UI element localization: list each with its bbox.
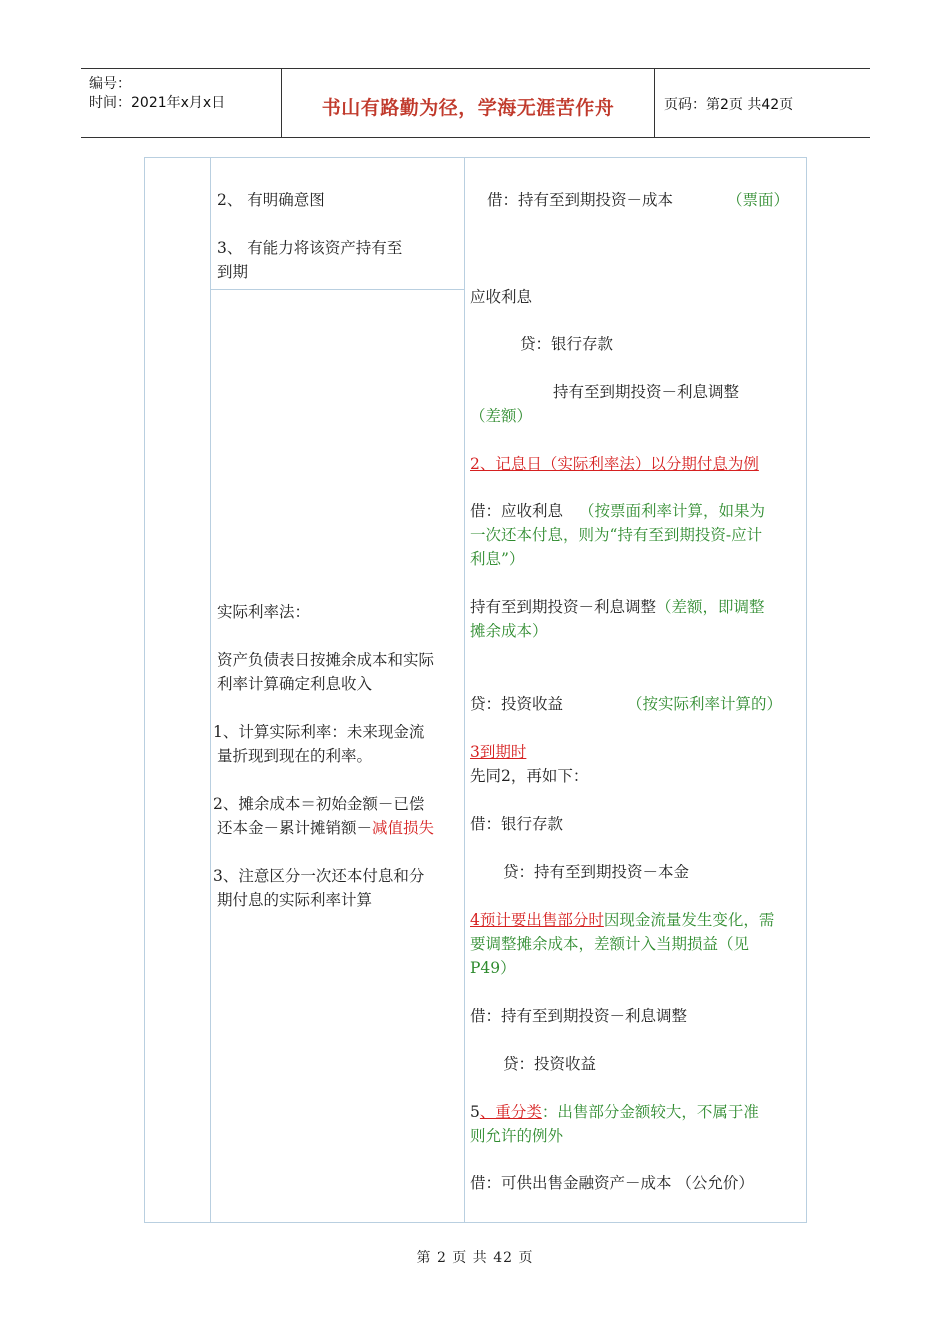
row-divider (210, 289, 464, 290)
entry-debit-interest (470, 499, 765, 523)
page-info: 页码：第2页 共42页 (664, 97, 794, 113)
entry-credit-principal: 贷：持有至到期投资－本金 (503, 863, 690, 881)
section-5-heading: 、重分类 (479, 1103, 542, 1121)
condition-2: 2、 有明确意图 (217, 191, 325, 209)
header-meta (81, 69, 281, 137)
page-footer: 第 2 页 共 42 页 (416, 1250, 534, 1266)
section-4-text-end: P49） (470, 959, 516, 977)
impairment-loss: 减值损失 (372, 819, 435, 837)
method-desc-1: 资产负债表日按摊余成本和实际 (217, 651, 435, 669)
method-desc-1-cont: 利率计算确定利息收入 (217, 675, 373, 693)
method-step-1-cont: 量折现到现在的利率。 (217, 747, 373, 765)
entry-credit-bank: 贷：银行存款 (520, 335, 614, 353)
method-step-2-cont (217, 816, 434, 840)
section-4-line (470, 908, 774, 932)
entry-credit-investment-income: 贷：投资收益 (470, 695, 564, 713)
entry-debit-interest-label: 借：应收利息 (470, 502, 564, 520)
section-5-text: ：出售部分金额较大，不属于准 (541, 1103, 759, 1121)
method-step-3-cont: 期付息的实际利率计算 (217, 891, 373, 909)
note-effective-rate: （按实际利率计算的） (627, 695, 783, 713)
note-coupon-rate-end: 利息”） (470, 550, 525, 568)
section-5-number: 5 (470, 1103, 480, 1121)
entry-interest-adjustment-2: 持有至到期投资－利息调整 (470, 598, 657, 616)
note-adjust: （差额，即调整 (656, 598, 765, 616)
section-4-text-cont: 要调整摊余成本，差额计入当期损益（见 (470, 935, 750, 953)
section-5-line (470, 1100, 759, 1124)
method-title: 实际利率法： (217, 603, 311, 621)
note-difference: （差额） (470, 407, 533, 425)
column-divider (210, 158, 211, 1222)
section-4-heading: 4预计要出售部分时 (470, 911, 604, 929)
amortized-cost-formula: 还本金－累计摊销额－ (217, 819, 373, 837)
entry-interest-adjustment: 持有至到期投资－利息调整 (553, 383, 740, 401)
header-page-cell (654, 69, 870, 137)
number-label: 编号： (89, 76, 131, 92)
time-label: 时间：2021年x月x日 (89, 95, 226, 111)
section-5-text-cont: 则允许的例外 (470, 1127, 564, 1145)
entry-debit-afs: 借：可供出售金融资产－成本 （公允价） (470, 1174, 754, 1192)
method-step-3: 3、注意区分一次还本付息和分 (213, 867, 425, 885)
entry-debit-bank: 借：银行存款 (470, 815, 564, 833)
same-as-2: 先同2，再如下： (470, 767, 589, 785)
section-3-heading: 3到期时 (470, 743, 527, 761)
entry-debit-cost: 借：持有至到期投资－成本 (487, 191, 674, 209)
condition-3: 3、 有能力将该资产持有至 (217, 239, 403, 257)
condition-3-cont: 到期 (217, 263, 249, 281)
column-divider (464, 158, 465, 1222)
note-face-value: （票面） (727, 191, 790, 209)
motto: 书山有路勤为径，学海无涯苦作舟 (321, 97, 615, 119)
entry-adjust-line (470, 595, 765, 619)
header-motto-cell (281, 69, 655, 137)
content-table (144, 157, 807, 1223)
entry-debit-adjustment: 借：持有至到期投资－利息调整 (470, 1007, 688, 1025)
note-coupon-rate: （按票面利率计算，如果为 (579, 502, 766, 520)
method-step-1: 1、计算实际利率：未来现金流 (213, 723, 425, 741)
section-4-text: 因现金流量发生变化，需 (603, 911, 775, 929)
entry-credit-income: 贷：投资收益 (503, 1055, 597, 1073)
section-2-heading: 2、记息日（实际利率法）以分期付息为例 (470, 455, 759, 473)
page-header (81, 68, 870, 138)
note-adjust-cont: 摊余成本） (470, 622, 548, 640)
method-step-2: 2、摊余成本＝初始金额－已偿 (213, 795, 425, 813)
entry-interest-receivable: 应收利息 (470, 288, 533, 306)
note-coupon-rate-cont: 一次还本付息，则为“持有至到期投资-应计 (470, 526, 763, 544)
